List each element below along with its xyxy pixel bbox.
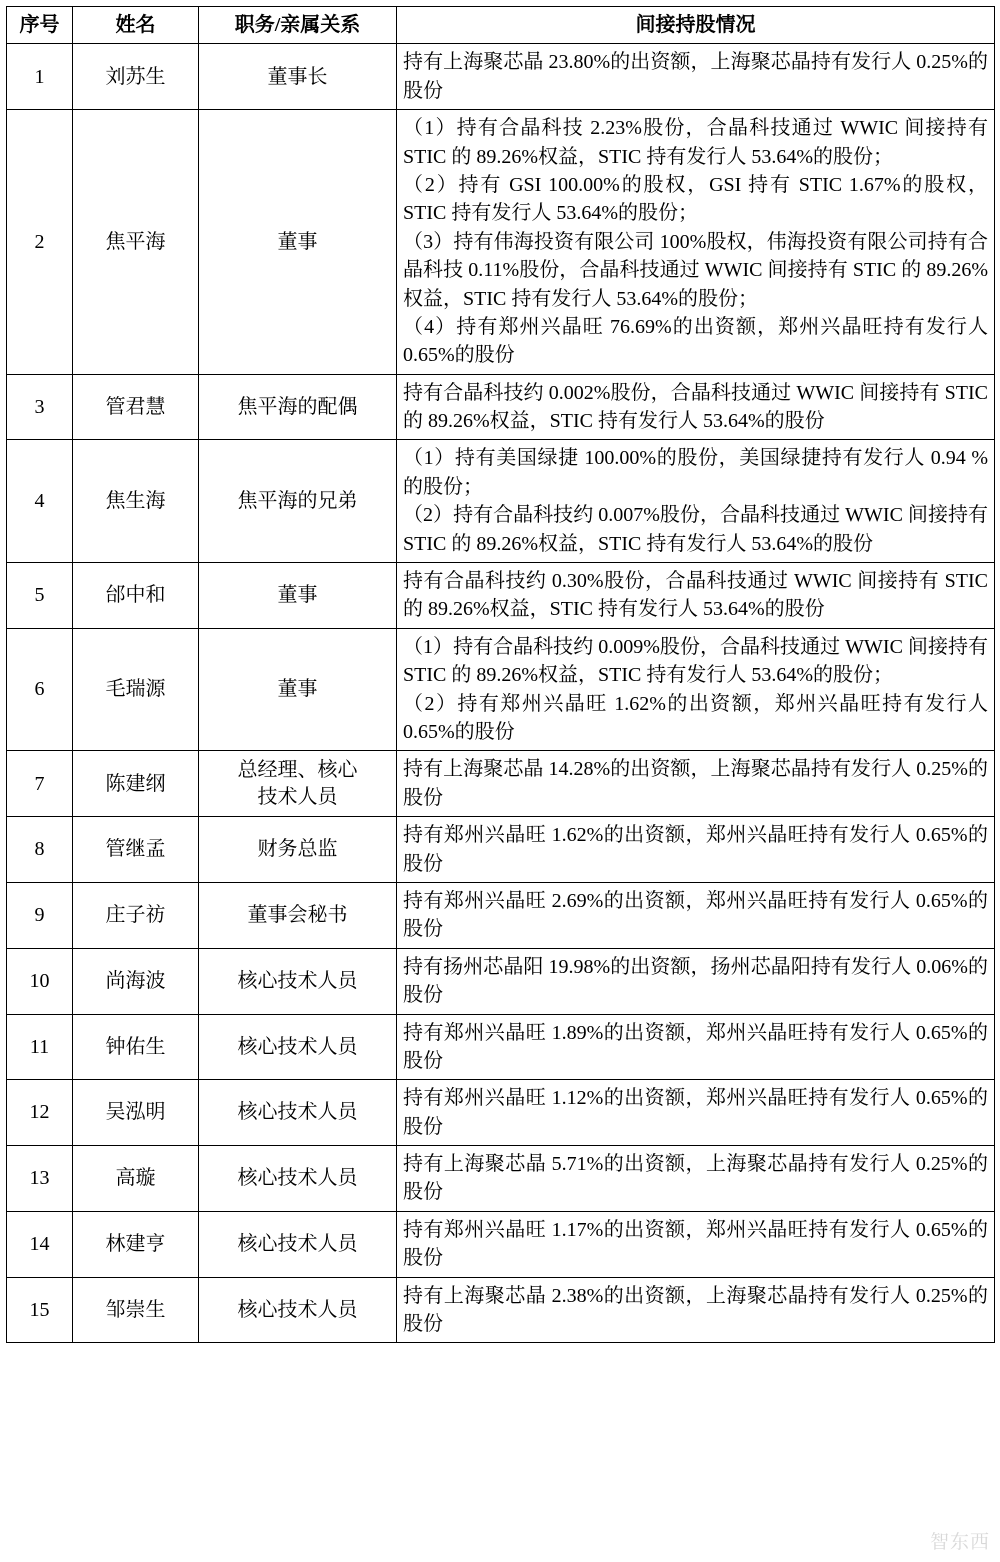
cell-seq: 3 <box>7 374 73 440</box>
table-row <box>7 948 995 1014</box>
cell-detail <box>397 817 995 883</box>
table-row <box>7 751 995 817</box>
detail-paragraph: （1）持有合晶科技 2.23%股份，合晶科技通过 WWIC 间接持有 STIC 的 89.26%权益，STIC 持有发行人 53.64%的股份； <box>403 117 988 168</box>
cell-role-line: 技术人员 <box>257 785 338 808</box>
table-row <box>7 882 995 948</box>
cell-detail <box>397 440 995 563</box>
cell-role: 核心技术人员 <box>199 1080 397 1146</box>
cell-seq: 4 <box>7 440 73 563</box>
table-row <box>7 563 995 629</box>
cell-detail <box>397 751 995 817</box>
table-row <box>7 1277 995 1343</box>
detail-paragraph: 持有郑州兴晶旺 1.12%的出资额，郑州兴晶旺持有发行人 0.65%的股份 <box>403 1087 988 1138</box>
cell-seq: 11 <box>7 1014 73 1080</box>
table-row <box>7 440 995 563</box>
cell-role <box>199 751 397 817</box>
cell-role: 核心技术人员 <box>199 1277 397 1343</box>
detail-paragraph: 持有郑州兴晶旺 1.17%的出资额，郑州兴晶旺持有发行人 0.65%的股份 <box>403 1218 988 1270</box>
column-header-role: 职务/亲属关系 <box>199 7 397 44</box>
detail-paragraph: 持有上海聚芯晶 2.38%的出资额，上海聚芯晶持有发行人 0.25%的股份 <box>403 1284 988 1336</box>
cell-detail <box>397 44 995 110</box>
cell-role: 财务总监 <box>199 817 397 883</box>
cell-role: 核心技术人员 <box>199 948 397 1014</box>
table-row <box>7 817 995 883</box>
column-header-seq: 序号 <box>7 7 73 44</box>
cell-role: 董事长 <box>199 44 397 110</box>
cell-role: 焦平海的兄弟 <box>199 440 397 563</box>
cell-role: 核心技术人员 <box>199 1146 397 1212</box>
detail-paragraph: 持有郑州兴晶旺 1.89%的出资额，郑州兴晶旺持有发行人 0.65%的股份 <box>403 1021 988 1072</box>
detail-paragraph: 持有合晶科技约 0.002%股份，合晶科技通过 WWIC 间接持有 STIC 的 89.26%权益，STIC 持有发行人 53.64%的股份 <box>403 381 988 433</box>
cell-name: 刘苏生 <box>73 44 199 110</box>
cell-seq: 14 <box>7 1211 73 1277</box>
cell-detail <box>397 1146 995 1212</box>
cell-detail <box>397 1080 995 1146</box>
cell-detail <box>397 110 995 375</box>
cell-name: 高璇 <box>73 1146 199 1212</box>
cell-name: 管继孟 <box>73 817 199 883</box>
table-row <box>7 628 995 751</box>
cell-detail <box>397 1211 995 1277</box>
cell-seq: 9 <box>7 882 73 948</box>
cell-role: 董事 <box>199 628 397 751</box>
watermark: 智东西 <box>929 1532 990 1553</box>
indirect-shareholding-table <box>6 6 995 1343</box>
table-row <box>7 1211 995 1277</box>
table-header-row <box>7 7 995 44</box>
detail-paragraph: 持有郑州兴晶旺 1.62%的出资额，郑州兴晶旺持有发行人 0.65%的股份 <box>403 824 988 875</box>
detail-paragraph: （1）持有合晶科技约 0.009%股份，合晶科技通过 WWIC 间接持有 STIC 的 89.26%权益，STIC 持有发行人 53.64%的股份； <box>403 635 988 687</box>
cell-name: 邰中和 <box>73 563 199 629</box>
table-row <box>7 1014 995 1080</box>
cell-name: 吴泓明 <box>73 1080 199 1146</box>
cell-role: 焦平海的配偶 <box>199 374 397 440</box>
cell-detail <box>397 1277 995 1343</box>
table-row <box>7 1080 995 1146</box>
cell-seq: 15 <box>7 1277 73 1343</box>
cell-name: 钟佑生 <box>73 1014 199 1080</box>
detail-paragraph: 持有郑州兴晶旺 2.69%的出资额，郑州兴晶旺持有发行人 0.65%的股份 <box>403 889 988 941</box>
cell-detail <box>397 1014 995 1080</box>
cell-role-line: 总经理、核心 <box>237 758 358 781</box>
cell-detail <box>397 948 995 1014</box>
detail-paragraph: 持有扬州芯晶阳 19.98%的出资额，扬州芯晶阳持有发行人 0.06%的股份 <box>403 955 988 1007</box>
cell-name: 邹崇生 <box>73 1277 199 1343</box>
cell-role: 董事 <box>199 563 397 629</box>
cell-seq: 12 <box>7 1080 73 1146</box>
detail-paragraph: （3）持有伟海投资有限公司 100%股权，伟海投资有限公司持有合晶科技 0.11%股份，合晶科技通过 WWIC 间接持有 STIC 的 89.26%权益，STIC 持有发行人 53.64%的股份； <box>403 230 988 310</box>
cell-role: 核心技术人员 <box>199 1211 397 1277</box>
cell-detail <box>397 374 995 440</box>
column-header-detail: 间接持股情况 <box>397 7 995 44</box>
table-row <box>7 1146 995 1212</box>
cell-detail <box>397 882 995 948</box>
table-header <box>7 7 995 44</box>
detail-paragraph: （2）持有 GSI 100.00%的股权，GSI 持有 STIC 1.67%的股权，STIC 持有发行人 53.64%的股份； <box>403 173 988 225</box>
cell-seq: 1 <box>7 44 73 110</box>
detail-paragraph: （2）持有合晶科技约 0.007%股份，合晶科技通过 WWIC 间接持有 STIC 的 89.26%权益，STIC 持有发行人 53.64%的股份 <box>403 504 988 555</box>
cell-seq: 8 <box>7 817 73 883</box>
cell-name: 毛瑞源 <box>73 628 199 751</box>
detail-paragraph: （1）持有美国绿捷 100.00%的股份，美国绿捷持有发行人 0.94 %的股份； <box>403 447 988 498</box>
cell-name: 林建亨 <box>73 1211 199 1277</box>
table-row <box>7 110 995 375</box>
cell-seq: 7 <box>7 751 73 817</box>
cell-name: 尚海波 <box>73 948 199 1014</box>
cell-seq: 10 <box>7 948 73 1014</box>
cell-name: 焦生海 <box>73 440 199 563</box>
detail-paragraph: （4）持有郑州兴晶旺 76.69%的出资额，郑州兴晶旺持有发行人 0.65%的股份 <box>403 315 988 367</box>
column-header-name: 姓名 <box>73 7 199 44</box>
cell-detail <box>397 563 995 629</box>
cell-role: 核心技术人员 <box>199 1014 397 1080</box>
detail-paragraph: （2）持有郑州兴晶旺 1.62%的出资额，郑州兴晶旺持有发行人 0.65%的股份 <box>403 692 988 743</box>
detail-paragraph: 持有上海聚芯晶 14.28%的出资额，上海聚芯晶持有发行人 0.25%的股份 <box>403 758 988 809</box>
detail-paragraph: 持有上海聚芯晶 5.71%的出资额，上海聚芯晶持有发行人 0.25%的股份 <box>403 1153 988 1204</box>
cell-seq: 5 <box>7 563 73 629</box>
detail-paragraph: 持有上海聚芯晶 23.80%的出资额，上海聚芯晶持有发行人 0.25%的股份 <box>403 51 988 102</box>
cell-seq: 2 <box>7 110 73 375</box>
table-body <box>7 44 995 1343</box>
table-row <box>7 44 995 110</box>
cell-name: 陈建纲 <box>73 751 199 817</box>
detail-paragraph: 持有合晶科技约 0.30%股份，合晶科技通过 WWIC 间接持有 STIC 的 89.26%权益，STIC 持有发行人 53.64%的股份 <box>403 570 988 621</box>
cell-seq: 6 <box>7 628 73 751</box>
cell-name: 管君慧 <box>73 374 199 440</box>
cell-seq: 13 <box>7 1146 73 1212</box>
cell-name: 庄子祊 <box>73 882 199 948</box>
cell-role: 董事会秘书 <box>199 882 397 948</box>
cell-role: 董事 <box>199 110 397 375</box>
cell-detail <box>397 628 995 751</box>
table-row <box>7 374 995 440</box>
cell-name: 焦平海 <box>73 110 199 375</box>
